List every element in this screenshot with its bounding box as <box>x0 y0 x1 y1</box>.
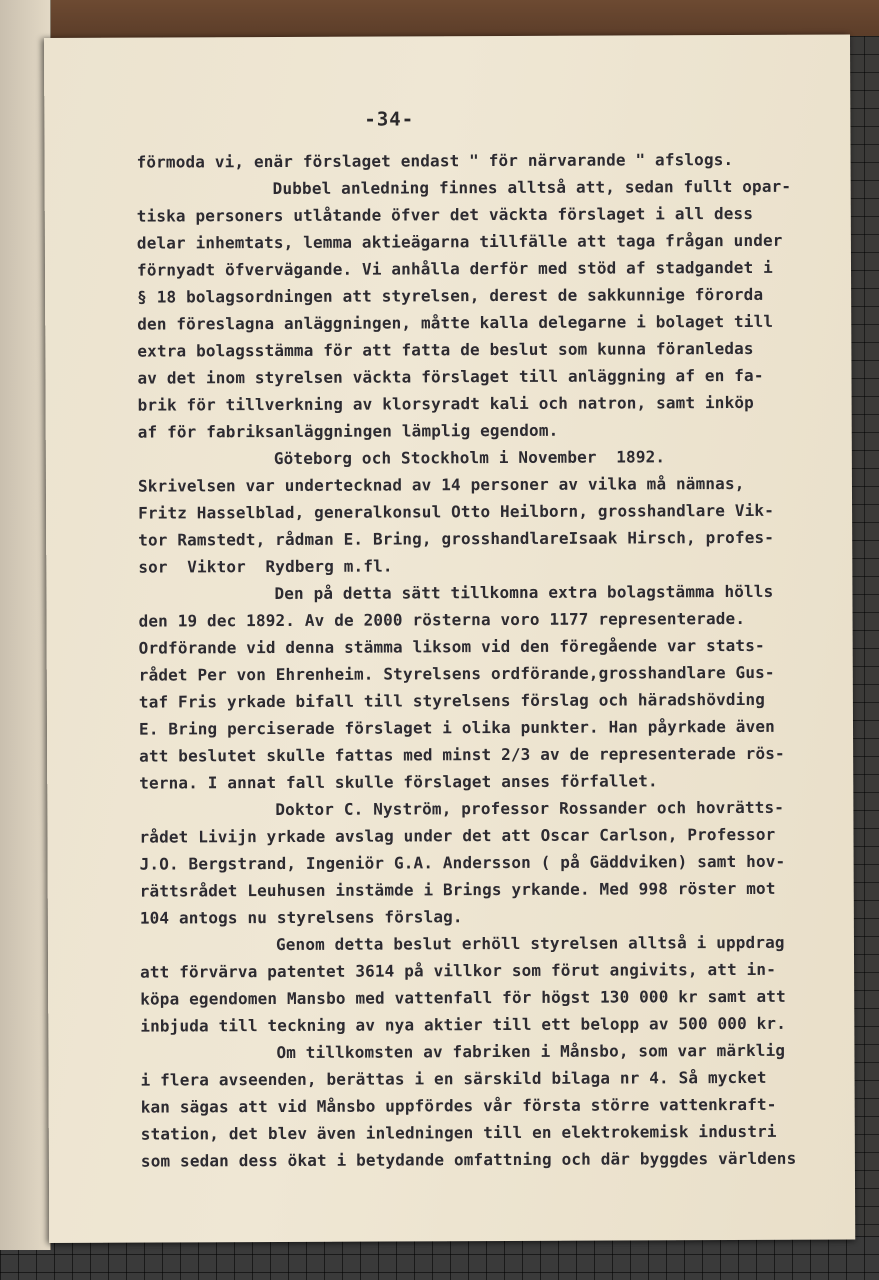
text-line: Doktor C. Nyström, professor Rossander och hovrätts- <box>275 797 785 819</box>
text-line: Göteborg och Stockholm i November 1892. <box>273 447 666 469</box>
page-number: -34- <box>364 108 415 131</box>
text-line: att förvärva patentet 3614 på villkor som förut angivits, att in- <box>140 959 777 982</box>
text-line: brik för tillverkning av klorsyradt kali och natron, samt inköp <box>137 392 754 415</box>
text-line: af för fabriksanläggningen lämplig egendom. <box>137 420 559 442</box>
text-line: extra bolagsstämma för att fatta de beslut som kunna föranledas <box>137 338 754 361</box>
text-line: 104 antogs nu styrelsens förslag. <box>139 907 463 928</box>
text-line: tiska personers utlåtande öfver det väckta förslaget i all dess <box>136 203 754 226</box>
text-line: förnyadt öfvervägande. Vi anhålla derför med stöd af stadgandet i <box>136 257 773 280</box>
text-line: den 19 dec 1892. Av de 2000 rösterna voro 1177 representerade. <box>138 608 746 631</box>
text-line: Skrivelsen var undertecknad av 14 personer av vilka må nämnas, <box>137 473 745 496</box>
text-line: den föreslagna anläggningen, måtte kalla delegarne i bolaget till <box>137 311 774 334</box>
text-line: Den på detta sätt tillkomna extra bolagstämma hölls <box>274 581 774 603</box>
text-line: av det inom styrelsen väckta förslaget till anläggning af en fa- <box>137 365 764 388</box>
text-line: förmoda vi, enär förslaget endast " för närvarande " afslogs. <box>136 149 734 172</box>
text-line: station, det blev även inledningen till en elektrokemisk industri <box>140 1121 777 1144</box>
text-line: Ordförande vid denna stämma liksom vid den föregående var stats- <box>138 635 765 658</box>
text-line: rådet Livijn yrkade avslag under det att Oscar Carlson, Professor <box>139 824 776 847</box>
text-line: J.O. Bergstrand, Ingeniör G.A. Andersson ( på Gäddviken) samt hov- <box>139 851 786 874</box>
text-line: Fritz Hasselblad, generalkonsul Otto Heilborn, grosshandlare Vik- <box>138 500 774 523</box>
text-line: Genom detta beslut erhöll styrelsen alltså i uppdrag <box>275 932 785 954</box>
text-line: sor Viktor Rydberg m.fl. <box>138 556 393 577</box>
body-text <box>136 145 850 1174</box>
text-line: rättsrådet Leuhusen instämde i Brings yrkande. Med 998 röster mot <box>139 878 776 901</box>
text-line: § 18 bolagsordningen att styrelsen, derest de sakkunnige förorda <box>137 284 764 307</box>
text-line: i flera avseenden, berättas i en särskild bilaga nr 4. Så mycket <box>140 1067 767 1090</box>
text-line: delar inhemtats, lemma aktieägarna tillfälle att taga frågan under <box>136 230 783 253</box>
text-line: inbjuda till teckning av nya aktier till ett belopp av 500 000 kr. <box>140 1013 787 1036</box>
text-line: E. Bring perciserade förslaget i olika punkter. Han påyrkade även <box>138 716 775 739</box>
text-line: taf Fris yrkade bifall till styrelsens förslag och häradshövding <box>138 689 766 712</box>
text-line: kan sägas att vid Månsbo uppfördes vår första större vattenkraft- <box>140 1094 777 1117</box>
typewritten-page <box>44 34 855 1243</box>
text-line: Om tillkomsten av fabriken i Månsbo, som var märklig <box>276 1040 786 1062</box>
text-line: terna. I annat fall skulle förslaget anses förfallet. <box>139 771 658 793</box>
text-line: som sedan dess ökat i betydande omfattning och där byggdes världens <box>140 1148 797 1171</box>
text-line: tor Ramstedt, rådman E. Bring, grosshandlareIsaak Hirsch, profes- <box>138 527 775 550</box>
text-line: köpa egendomen Mansbo med vattenfall för högst 130 000 kr samt att <box>140 986 786 1009</box>
text-line: Dubbel anledning finnes alltså att, sedan fullt opar- <box>272 176 792 199</box>
text-line: rådet Per von Ehrenheim. Styrelsens ordförande,grosshandlare Gus- <box>138 662 775 685</box>
text-line: att beslutet skulle fattas med minst 2/3 av de representerade rös- <box>139 743 785 766</box>
underlying-page-edge <box>0 0 51 1250</box>
